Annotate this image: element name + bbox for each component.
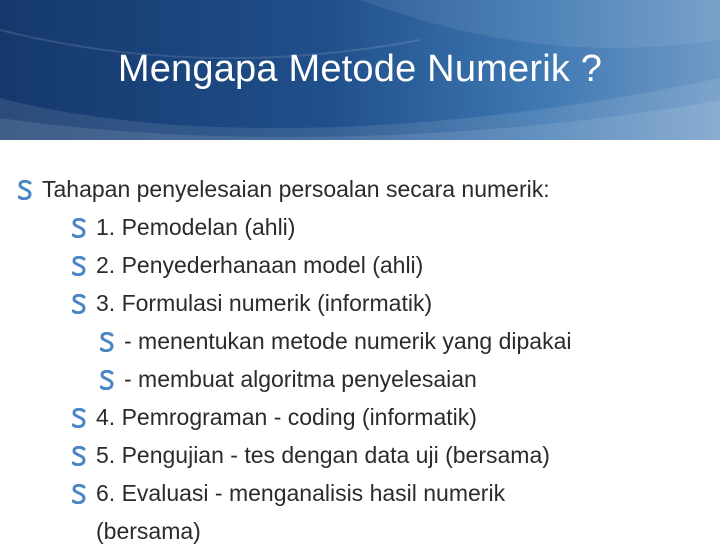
list-item-text: Tahapan penyelesaian persoalan secara numerik: [42,176,550,202]
s-swirl-icon [72,436,96,474]
list-item-text: (bersama) [96,518,201,544]
list-item [72,246,423,284]
page-title: Mengapa Metode Numerik ? [117,48,603,90]
list-item-text: - membuat algoritma penyelesaian [124,366,477,392]
s-swirl-icon [18,170,42,208]
list-item [72,284,432,322]
list-item [100,360,477,398]
list-item-text: - menentukan metode numerik yang dipakai [124,328,572,354]
list-item [72,398,477,436]
list-item [72,474,505,512]
s-swirl-icon [72,398,96,436]
list-item [100,322,571,360]
s-swirl-icon [72,284,96,322]
list-item-text: 2. Penyederhanaan model (ahli) [96,252,424,278]
s-swirl-icon [72,208,96,246]
list-item-text: 3. Formulasi numerik (informatik) [96,290,433,316]
list-item-text: 1. Pemodelan (ahli) [96,214,296,240]
s-swirl-icon [72,246,96,284]
s-swirl-icon [72,474,96,512]
list-item-text: 4. Pemrograman - coding (informatik) [96,404,477,430]
s-swirl-icon [100,322,124,360]
list-item-text: 6. Evaluasi - menganalisis hasil numerik [96,480,506,506]
title-banner [0,0,720,140]
list-item [18,170,550,208]
list-item [72,208,295,246]
list-item-continuation [72,512,201,550]
list-item-text: 5. Pengujian - tes dengan data uji (bersama) [96,442,550,468]
list-item [72,436,550,474]
s-swirl-icon [100,360,124,398]
